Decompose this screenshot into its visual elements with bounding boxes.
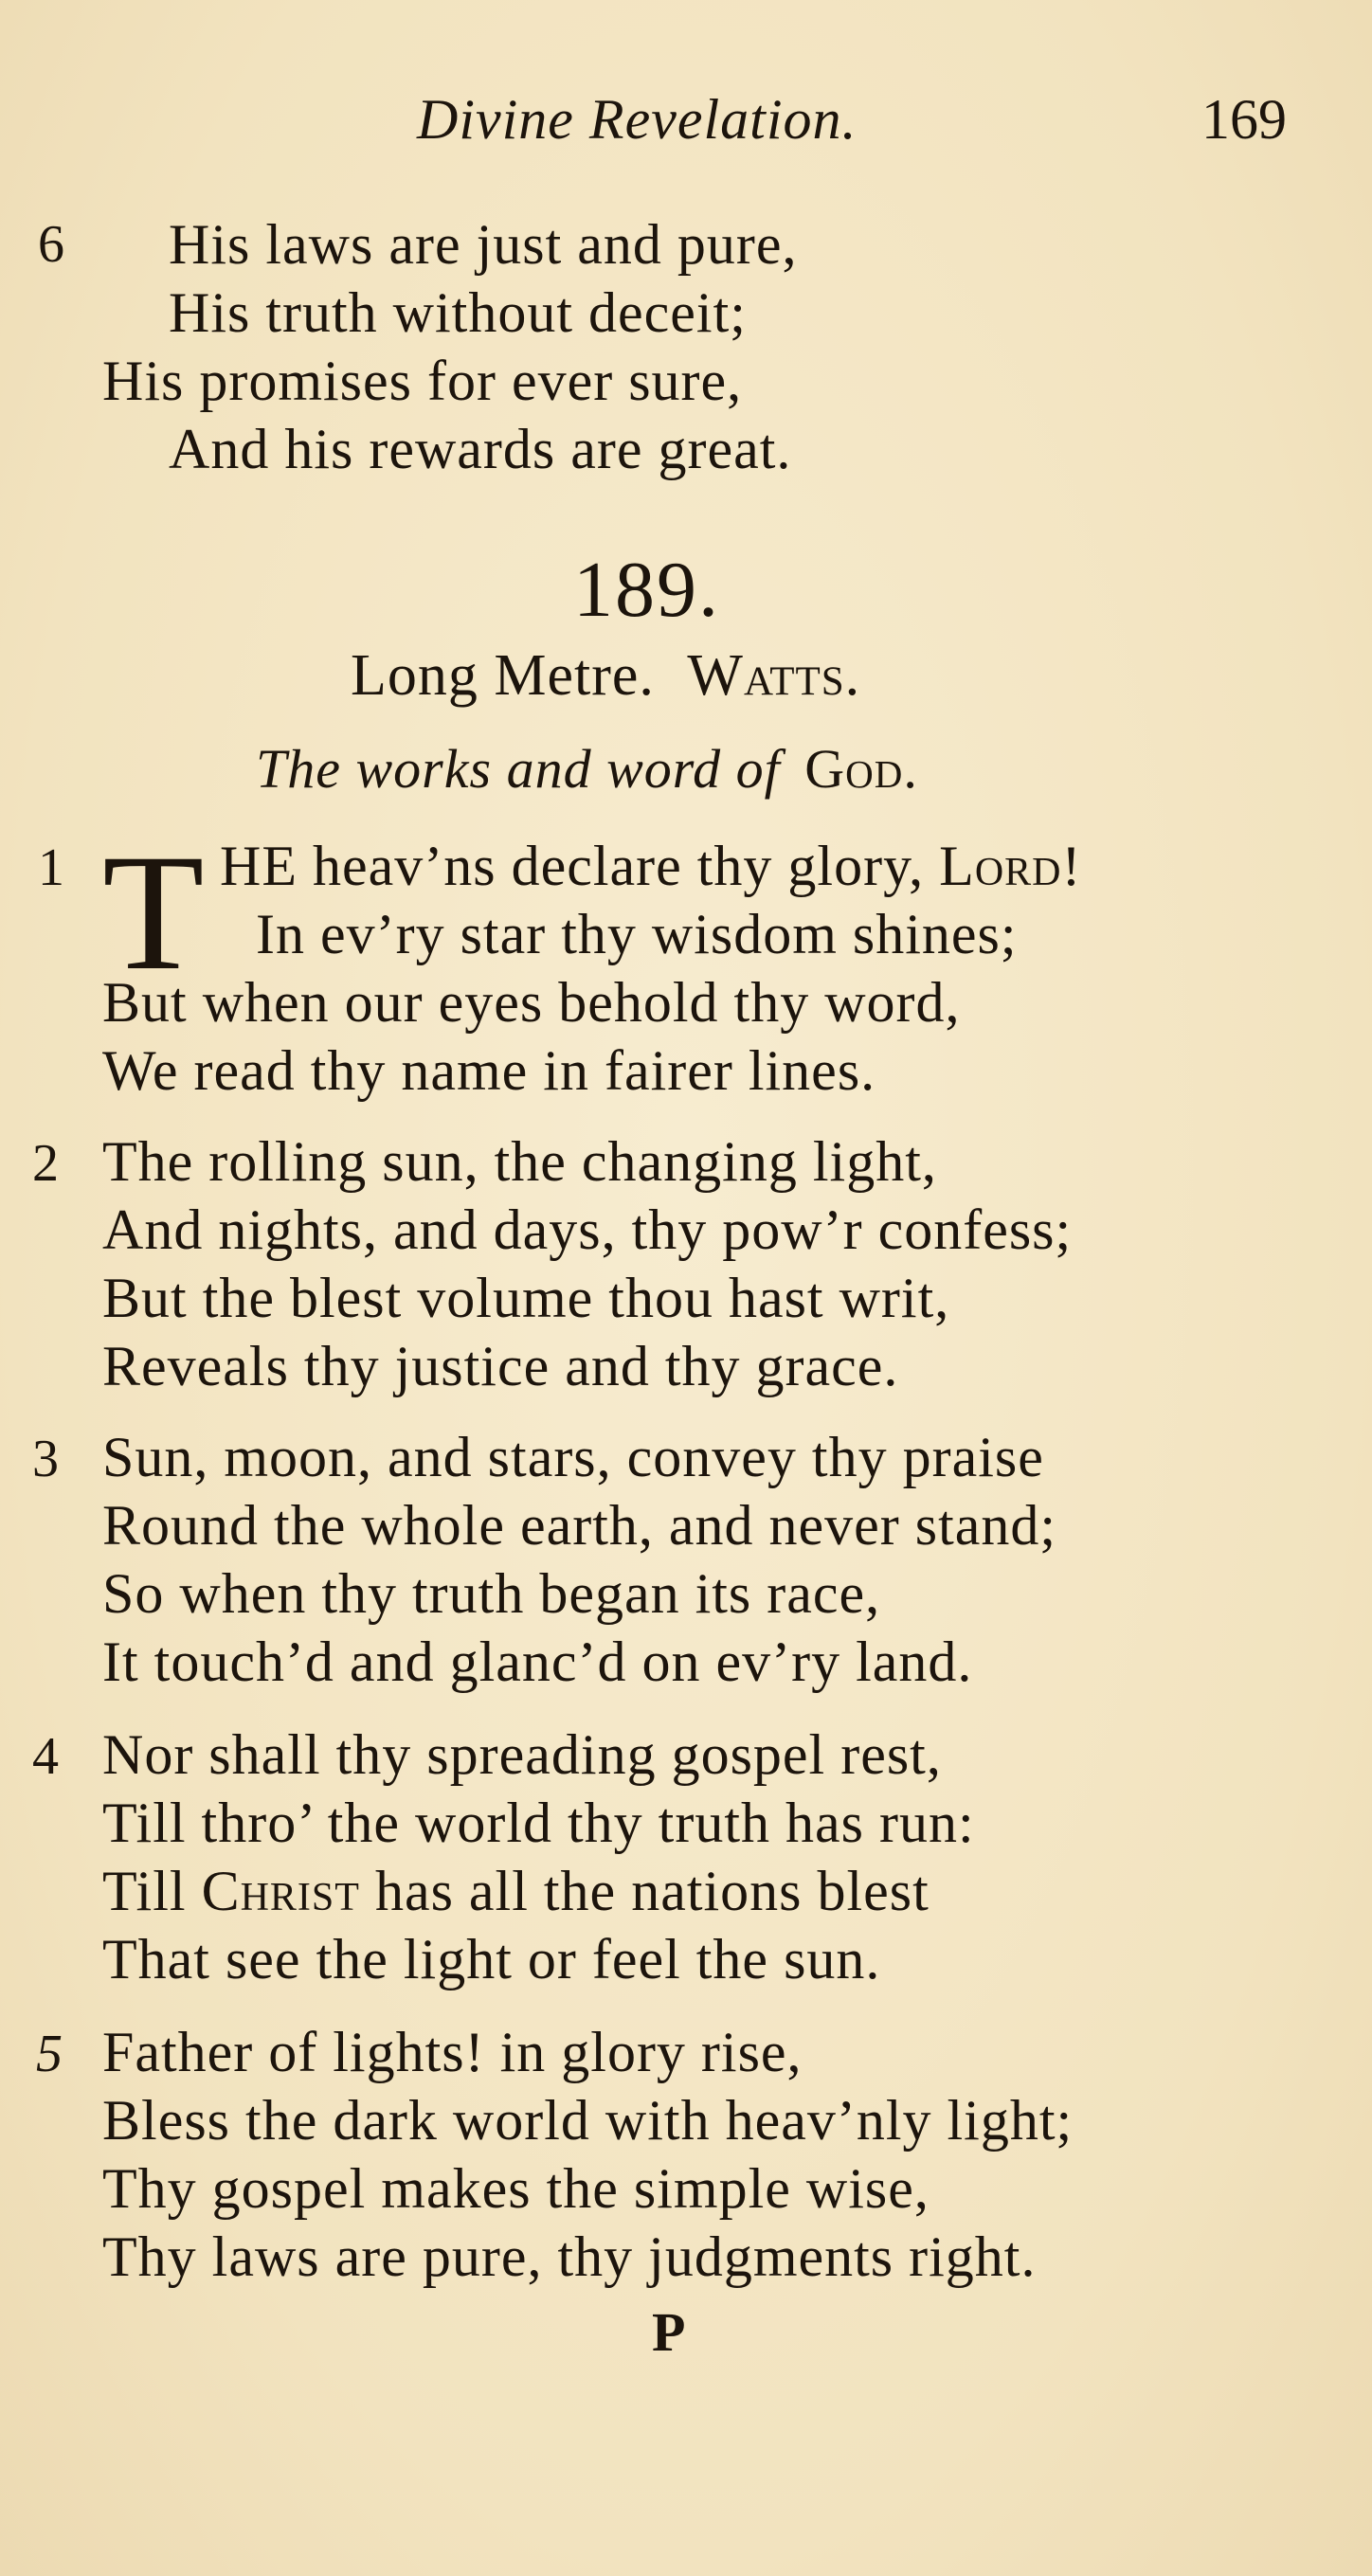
verse-line: His truth without deceit;	[169, 281, 747, 344]
verse-line: Till Christ has all the nations blest	[102, 1860, 930, 1922]
verse-line: So when thy truth began its race,	[102, 1562, 881, 1625]
verse-number: 2	[32, 1134, 59, 1193]
verse-line: Round the whole earth, and never stand;	[102, 1494, 1057, 1557]
subject-text: The works and word of	[256, 738, 781, 800]
verse-line: Reveals thy justice and thy grace.	[102, 1335, 899, 1397]
hymn-meter	[351, 642, 860, 710]
verse-line: His promises for ever sure,	[102, 350, 743, 412]
hymn-subject	[256, 737, 918, 801]
verse-line: Nor shall thy spreading gospel rest,	[102, 1723, 942, 1786]
verse-number: 5	[36, 2025, 63, 2083]
verse-line: In ev’ry star thy wisdom shines;	[256, 903, 1018, 965]
verse-number: 1	[38, 838, 64, 897]
verse-line: Sun, moon, and stars, convey thy praise	[102, 1426, 1044, 1488]
verse-line: Till thro’ the world thy truth has run:	[102, 1792, 975, 1854]
page-number: 169	[1201, 88, 1287, 151]
verse-line: The rolling sun, the changing light,	[102, 1130, 937, 1193]
verse-line: But the blest volume thou hast writ,	[102, 1267, 950, 1329]
verse-line: That see the light or feel the sun.	[102, 1928, 881, 1991]
drop-cap: T	[102, 820, 205, 1005]
verse-line: Thy gospel makes the simple wise,	[102, 2157, 930, 2220]
verse-line: It touch’d and glanc’d on ev’ry land.	[102, 1630, 973, 1693]
hymn-number: 189.	[573, 546, 720, 634]
verse-line: Father of lights! in glory rise,	[102, 2021, 803, 2083]
verse-line: Thy laws are pure, thy judgments right.	[102, 2225, 1037, 2288]
verse-line: His laws are just and pure,	[169, 213, 798, 276]
verse-line: HE heav’ns declare thy glory, Lord!	[220, 835, 1082, 897]
verse-number: 6	[38, 215, 64, 274]
verse-line: We read thy name in fairer lines.	[102, 1039, 876, 1102]
signature-mark: P	[652, 2301, 686, 2363]
verse-number: 4	[32, 1727, 59, 1786]
hymn-author: Watts.	[687, 643, 861, 708]
subject-name: God.	[804, 738, 918, 800]
verse-line: And his rewards are great.	[169, 418, 792, 480]
verse-line: Bless the dark world with heav’nly light;	[102, 2089, 1074, 2152]
verse-line: But when our eyes behold thy word,	[102, 971, 961, 1034]
running-title: Divine Revelation.	[417, 88, 858, 151]
verse-number: 3	[32, 1430, 59, 1488]
verse-line: And nights, and days, thy pow’r confess;	[102, 1198, 1073, 1261]
meter-label: Long Metre.	[351, 643, 655, 708]
